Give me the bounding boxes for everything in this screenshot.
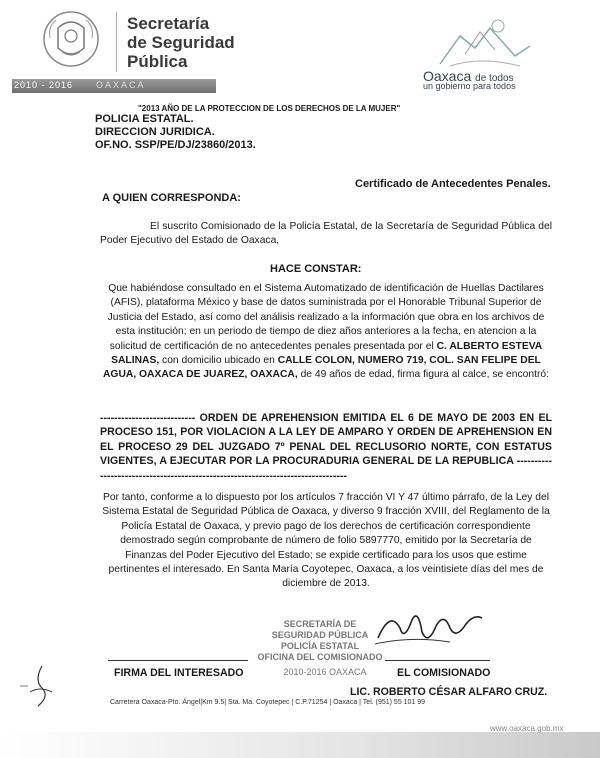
- commissioner-signature: [370, 598, 490, 658]
- header-divider: [116, 12, 117, 72]
- warrant-paragraph: --------------------------- ORDEN DE APREHENSION EMITIDA EL 6 DE MAYO DE 2003 EN EL PROCESO 151, POR VIOLACION A LA LEY DE AMPARO Y ORDEN DE APREHENSION EN EL PROCESO 29 DEL JUZGADO 7º PENAL DEL RECLUSORIO NORTE, CON ESTATUS VIGENTES, A EJECUTAR POR LA PROCURADURIA GENERAL DE LA REPUBLICA --------------------------------------------------------------------------------: [100, 412, 552, 482]
- oaxaca-government-logo: [420, 6, 540, 76]
- year-motto: "2013 AÑO DE LA PROTECCION DE LOS DERECHOS DE LA MUJER": [138, 104, 401, 113]
- certificate-title: Certificado de Antecedentes Penales.: [355, 178, 551, 190]
- findings-text-2: con domicilio ubicado en: [159, 355, 278, 367]
- footer-address: Carretera Oaxaca-Pto. Ángel|Km 9.5| Sta. Ma. Coyotepec | C.P.71254 | Oaxaca | Tel. (951) 55 101 99: [110, 699, 426, 706]
- footer-website[interactable]: www.oaxaca.gob.mx: [490, 724, 564, 733]
- findings-paragraph: [100, 282, 552, 383]
- administration-years: 2010 - 2016: [14, 80, 74, 90]
- commissioner-name: LIC. ROBERTO CÉSAR ALFARO CRUZ.: [350, 686, 548, 698]
- subject-address: CALLE COLON, NUMERO 719, COL. SAN FELIPE DEL AGUA, OAXACA DE JUAREZ, OAXACA,: [103, 355, 541, 381]
- commissioner-label: EL COMISIONADO: [397, 667, 491, 679]
- commissioner-signature-line: [385, 660, 490, 661]
- findings-text-1: Que habiéndose consultado en el Sistema Automatizado de identificación de Huellas Dactilares (AFIS), plataforma México y base de datos suministrada por el Honorable Tribunal Superior de Justicia del Estado, así como del análisis realizado a la información que obra en los archivos de esta institución; en un periodo de tiempo de diez años anteriores a la fecha, en atencion a la solicitud de certificación de no antecedentes penales presentada por el: [107, 283, 545, 352]
- gov-name-main: Oaxaca: [423, 68, 472, 84]
- state-mini-label: OAXACA: [96, 80, 146, 90]
- subject-name: C. ALBERTO ESTEVA SALINAS,: [111, 340, 543, 367]
- salutation: A QUIEN CORRESPONDA:: [102, 192, 241, 204]
- department-line-1: POLICIA ESTATAL.: [95, 113, 194, 125]
- handwritten-initials: [16, 662, 62, 712]
- stamp-subtext: 2010-2016 OAXACA: [283, 667, 367, 677]
- gov-tagline: un gobierno para todos: [423, 81, 516, 91]
- interested-signature-line: [108, 660, 248, 661]
- legal-basis-paragraph: Por tanto, conforme a lo dispuesto por los artículos 7 fracción VI Y 47 último párrafo, de la Ley del Sistema Estatal de Seguridad Pública de Oaxaca, y diverso 9 fracción XVIII, del Reglamento de la Policía Estatal de Oaxaca, y previo pago de los derechos de certificación correspondiente demostrado según comprobante de número de folio 5897770, emitido por la Secretaría de Finanzas del Poder Ejecutivo del Estado; se expide certificado para los usos que estime pertinentes el interesado. En Santa María Coyotepec, Oaxaca, a los veintisiete días del mes de diciembre de 2013.: [102, 492, 550, 590]
- findings-text-3: de 49 años de edad, firma figura al calce, se encontró:: [297, 369, 549, 381]
- org-title: Secretaría de Seguridad Pública: [127, 14, 235, 71]
- office-number: OF.NO. SSP/PE/DJ/23860/2013.: [95, 139, 256, 151]
- footer-bar: [0, 732, 600, 758]
- coat-of-arms-seal: [40, 8, 102, 70]
- hace-constar-heading: HACE CONSTAR:: [270, 263, 362, 275]
- department-block: [95, 113, 256, 152]
- interested-signature-label: FIRMA DEL INTERESADO: [114, 667, 244, 679]
- department-line-2: DIRECCION JURIDICA.: [95, 126, 215, 138]
- gov-name-small: de todos: [475, 73, 514, 84]
- official-stamp: SECRETARÍA DE SEGURIDAD PÚBLICA POLICÍA ESTATAL OFICINA DEL COMISIONADO: [257, 619, 383, 662]
- intro-paragraph: El suscrito Comisionado de la Policía Estatal, de la Secretaría de Seguridad Pública del Poder Ejecutivo del Estado de Oaxaca,: [100, 221, 552, 247]
